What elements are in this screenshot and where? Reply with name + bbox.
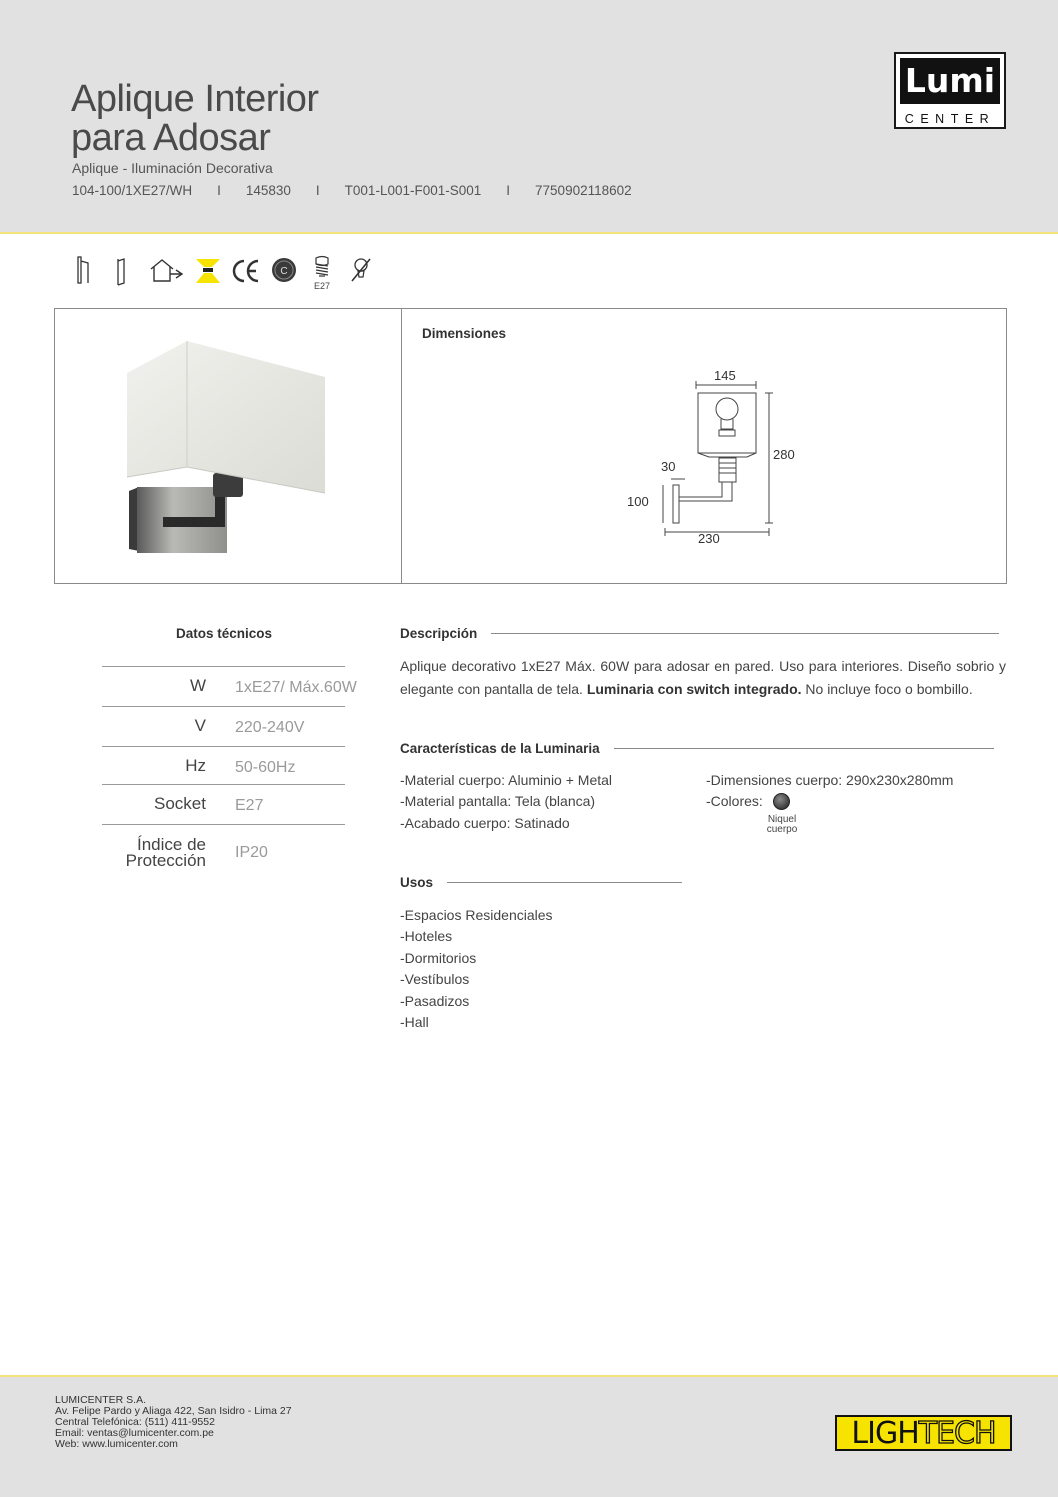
product-subtitle: Aplique - Iluminación Decorativa [72, 160, 273, 176]
product-codes [72, 183, 632, 198]
tech-row-power [102, 666, 357, 706]
description-heading [400, 626, 999, 641]
feature-material-body: -Material cuerpo: Aluminio + Metal [400, 772, 613, 788]
company-name: LUMICENTER S.A. [55, 1394, 147, 1406]
e27-label: E27 [313, 281, 330, 291]
tech-row-ip [102, 824, 345, 874]
tech-value: 50-60Hz [235, 759, 296, 776]
dim-height-label: 280 [773, 447, 795, 462]
tech-row-voltage [102, 706, 345, 746]
list-item: -Vestíbulos [400, 971, 470, 988]
tech-value: 220-240V [235, 719, 305, 736]
product-photo [117, 337, 337, 557]
list-item: -Hoteles [400, 928, 453, 945]
uses-title: Usos [400, 875, 434, 890]
product-title [71, 80, 319, 158]
feature-icons [72, 255, 374, 295]
tech-label: Socket [154, 794, 206, 813]
color-label-line-1: Niquel [767, 814, 797, 825]
company-phone: Central Telefónica: (511) 411-9552 [55, 1416, 215, 1428]
color-label-line-2: cuerpo [766, 824, 798, 835]
indoor-house-icon [148, 255, 184, 287]
tech-data-table [102, 666, 357, 874]
up-down-light-icon [194, 255, 222, 287]
list-item: -Hall [400, 1014, 429, 1031]
sku-code: 145830 [245, 183, 291, 198]
tech-label: Hz [185, 756, 206, 775]
color-swatch-nickel [773, 793, 790, 810]
heading-rule [447, 882, 682, 883]
features-title: Características de la Luminaria [400, 741, 600, 756]
page-header [0, 0, 1058, 234]
dim-arm-label: 30 [661, 459, 676, 474]
list-item: -Dormitorios [400, 949, 477, 966]
heading-rule [614, 748, 994, 749]
tech-value: IP20 [235, 844, 268, 861]
company-web: Web: www.lumicenter.com [55, 1438, 178, 1450]
description-text [400, 655, 1006, 700]
code-separator: I [315, 183, 320, 198]
wall-surface-icon [110, 255, 138, 287]
tech-label [126, 837, 206, 869]
ean-code: 7750902118602 [535, 183, 632, 198]
lightech-wordmark [837, 1417, 1010, 1451]
list-item: -Espacios Residenciales [400, 907, 553, 923]
ce-mark-icon [232, 255, 260, 287]
feature-material-shade: -Material pantalla: Tela (blanca) [400, 793, 596, 809]
description-title: Descripción [400, 626, 478, 641]
logo-center-text: CENTER [904, 112, 996, 126]
dim-depth-label: 230 [698, 531, 720, 546]
product-image-box [54, 308, 1007, 584]
description-text-a: Aplique decorativo 1xE27 Máx. 60W para adosar en pared. Uso para interiores. Diseño sobrio y elegante con pantalla de tela. [400, 658, 1006, 697]
tech-label-line-2: Protección [125, 851, 206, 870]
lightech-part-b: TECH [918, 1416, 996, 1451]
code-separator: I [506, 183, 511, 198]
feature-finish: -Acabado cuerpo: Satinado [400, 815, 570, 831]
class-c-letter: C [280, 266, 288, 277]
lightech-logo [835, 1415, 1012, 1451]
box-divider [401, 309, 402, 583]
company-address: Av. Felipe Pardo y Aliaga 422, San Isidro - Lima 27 [55, 1405, 292, 1417]
company-email: Email: ventas@lumicenter.com.pe [55, 1427, 214, 1439]
not-dimmable-icon [346, 255, 374, 287]
uses-list [400, 905, 553, 1033]
tech-data-title: Datos técnicos [175, 626, 273, 641]
page-footer [0, 1375, 1058, 1497]
family-code: T001-L001-F001-S001 [344, 183, 482, 198]
product-code: 104-100/1XE27/WH [72, 183, 193, 198]
tech-value: 1xE27/ Máx.60W [235, 679, 357, 696]
dim-plate-label: 100 [627, 494, 649, 509]
code-separator: I [217, 183, 221, 198]
tech-label-line-1: Índice de [137, 835, 206, 854]
lightech-part-a: LIGH [851, 1416, 919, 1451]
dimensions-title: Dimensiones [422, 326, 507, 341]
tech-row-frequency [102, 746, 345, 784]
uses-heading [400, 875, 682, 890]
tech-value: E27 [235, 797, 264, 814]
company-info [55, 1395, 292, 1450]
list-item: -Pasadizos [400, 992, 470, 1009]
feature-colors: -Colores: [706, 793, 763, 809]
lumicenter-logo [894, 52, 1006, 129]
e27-bulb-icon [308, 255, 336, 291]
features-heading [400, 741, 994, 756]
description-bold: Luminaria con switch integrado. [586, 680, 802, 697]
feature-dimensions: -Dimensiones cuerpo: 290x230x280mm [706, 772, 954, 788]
dim-width-label: 145 [714, 368, 736, 383]
logo-lumi-text: Lumi [900, 58, 1000, 104]
description-text-b: No incluye foco o bombillo. [801, 680, 973, 697]
color-swatch-label [762, 815, 802, 835]
wall-mount-icon [72, 255, 100, 287]
class-c-icon [270, 255, 298, 287]
tech-row-socket [102, 784, 345, 824]
heading-rule [491, 633, 999, 634]
tech-label: W [189, 676, 206, 695]
tech-label: V [194, 716, 206, 735]
title-line-1: Aplique Interior [71, 78, 319, 120]
title-line-2: para Adosar [71, 117, 271, 159]
